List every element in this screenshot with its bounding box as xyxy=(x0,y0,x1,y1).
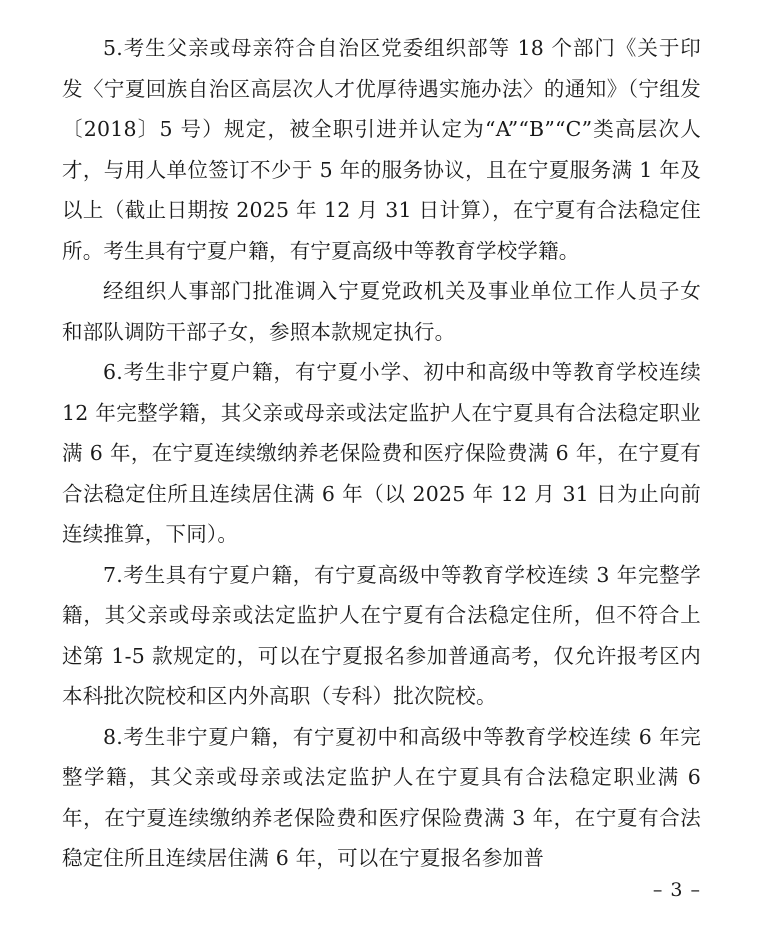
paragraph-transfer-note: 经组织人事部门批准调入宁夏党政机关及事业单位工作人员子女和部队调防干部子女，参照本款规定执行。 xyxy=(62,279,701,344)
paragraph-8: 8.考生非宁夏户籍，有宁夏初中和高级中等教育学校连续 6 年完整学籍，其父亲或母亲或法定监护人在宁夏具有合法稳定职业满 6 年，在宁夏连续缴纳养老保险费和医疗保险费满 3 年，在宁夏有合法稳定住所且连续居住满 6 年，可以在宁夏报名参加普 xyxy=(62,724,701,870)
paragraph-7: 7.考生具有宁夏户籍，有宁夏高级中等教育学校连续 3 年完整学籍，其父亲或母亲或法定监护人在宁夏有合法稳定住所，但不符合上述第 1-5 款规定的，可以在宁夏报名参加普通高考，仅允许报考区内本科批次院校和区内外高职（专科）批次院校。 xyxy=(62,562,701,708)
document-body xyxy=(62,28,701,879)
paragraph-6: 6.考生非宁夏户籍，有宁夏小学、初中和高级中等教育学校连续 12 年完整学籍，其父亲或母亲或法定监护人在宁夏具有合法稳定职业满 6 年，在宁夏连续缴纳养老保险费和医疗保险费满 6 年，在宁夏有合法稳定住所且连续居住满 6 年（以 2025 年 12 月 31 日为止向前连续推算，下同）。 xyxy=(62,360,701,546)
paragraph-5: 5.考生父亲或母亲符合自治区党委组织部等 18 个部门《关于印发〈宁夏回族自治区高层次人才优厚待遇实施办法〉的通知》（宁组发〔2018〕5 号）规定，被全职引进并认定为“A”“B”“C”类高层次人才，与用人单位签订不少于 5 年的服务协议，且在宁夏服务满 1 年及以上（截止日期按 2025 年 12 月 31 日计算），在宁夏有合法稳定住所。考生具有宁夏户籍，有宁夏高级中等教育学校学籍。 xyxy=(62,36,701,263)
page-number: – 3 – xyxy=(652,879,701,901)
